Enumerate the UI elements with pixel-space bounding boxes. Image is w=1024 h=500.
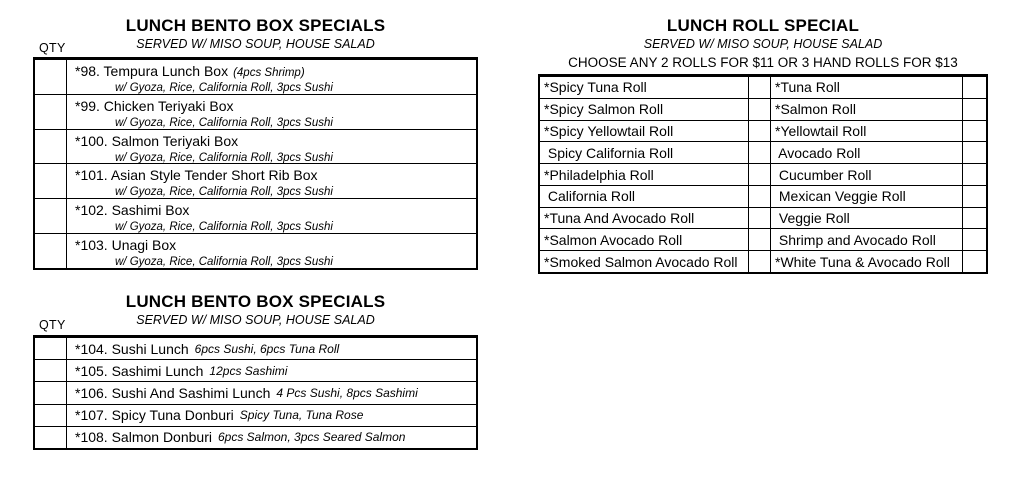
qty-box (963, 121, 986, 142)
qty-box (35, 234, 67, 268)
roll-name-left: California Roll (540, 186, 749, 207)
bento2-item-row (35, 426, 476, 448)
bento-item (67, 382, 476, 403)
roll-name-left: *Spicy Tuna Roll (540, 77, 749, 98)
qty-box (35, 199, 67, 233)
bento-item (67, 234, 476, 268)
bento-item-name-line (75, 202, 472, 220)
qty-box (35, 382, 67, 403)
bento-item-note: 6pcs Sushi, 6pcs Tuna Roll (194, 341, 340, 356)
bento-item-name: *98. Tempura Lunch Box (75, 63, 229, 79)
qty-box (35, 60, 67, 94)
bento-item-name: *103. Unagi Box (75, 237, 177, 254)
bento-item-name: *104. Sushi Lunch (75, 340, 189, 357)
bento-item-name: *108. Salmon Donburi (75, 429, 212, 446)
qty-box (963, 251, 986, 272)
bento-section (33, 0, 478, 500)
qty-box (35, 338, 67, 359)
qty-box (963, 229, 986, 250)
roll-row (540, 207, 986, 229)
roll-name-right: *Salmon Roll (771, 99, 963, 120)
bento-item-description: w/ Gyoza, Rice, California Roll, 3pcs Sushi (115, 186, 333, 199)
roll-name-right: Avocado Roll (771, 142, 963, 163)
qty-box (963, 164, 986, 185)
qty-box (963, 208, 986, 229)
qty-box (749, 77, 771, 98)
bento-item (67, 60, 476, 94)
bento-item (67, 360, 476, 381)
bento-item-note: 4 Pcs Sushi, 8pcs Sashimi (276, 386, 418, 400)
bento2-item-row (35, 404, 476, 426)
roll-name-left: *Salmon Avocado Roll (540, 229, 749, 250)
bento2-item-row (35, 359, 476, 381)
bento-item-name: *106. Sushi And Sashimi Lunch (75, 385, 271, 401)
bento1-item-row (35, 198, 476, 233)
roll-offer-line: CHOOSE ANY 2 ROLLS FOR $11 OR 3 HAND ROLLS FOR $13 (568, 55, 958, 70)
roll-row (540, 98, 986, 120)
bento2-qty-label: QTY (39, 318, 66, 332)
bento-item-name-line (75, 167, 472, 185)
qty-box (35, 164, 67, 198)
roll-name-right: *White Tuna & Avocado Roll (771, 251, 963, 272)
bento1-subtitle: SERVED W/ MISO SOUP, HOUSE SALAD (136, 37, 375, 51)
qty-box (749, 186, 771, 207)
qty-box (749, 229, 771, 250)
bento-item-description: w/ Gyoza, Rice, California Roll, 3pcs Sushi (115, 221, 333, 234)
qty-box (35, 427, 67, 448)
qty-box (963, 142, 986, 163)
roll-name-left: *Spicy Salmon Roll (540, 99, 749, 120)
qty-box (963, 186, 986, 207)
bento-item-name: *107. Spicy Tuna Donburi (75, 407, 234, 424)
bento-item-name-line (75, 133, 472, 151)
bento1-qty-label: QTY (39, 41, 66, 55)
roll-name-right: Shrimp and Avocado Roll (771, 229, 963, 250)
bento-item (67, 427, 476, 448)
roll-name-right: *Tuna Roll (771, 77, 963, 98)
bento1-title: LUNCH BENTO BOX SPECIALS (125, 16, 386, 35)
bento-item-description: w/ Gyoza, Rice, California Roll, 3pcs Sushi (115, 256, 333, 268)
bento1-table (33, 57, 478, 270)
bento1-item-row (35, 129, 476, 164)
qty-box (749, 99, 771, 120)
bento-item (67, 199, 476, 233)
roll-name-left: *Smoked Salmon Avocado Roll (540, 251, 749, 272)
bento-item-description: w/ Gyoza, Rice, California Roll, 3pcs Sushi (115, 151, 333, 164)
qty-box (749, 142, 771, 163)
bento-item (67, 405, 476, 426)
roll-row (540, 141, 986, 163)
roll-name-right: Cucumber Roll (771, 164, 963, 185)
bento2-table (33, 335, 478, 450)
bento-item-note: 12pcs Sashimi (209, 363, 288, 378)
qty-box (749, 251, 771, 272)
bento-item (67, 338, 476, 359)
bento-item-name-line (75, 237, 472, 255)
bento-item-note: Spicy Tuna, Tuna Rose (239, 408, 364, 423)
qty-box (963, 77, 986, 98)
qty-box (749, 208, 771, 229)
bento-item-description: w/ Gyoza, Rice, California Roll, 3pcs Sushi (115, 82, 333, 94)
bento1-item-row (35, 59, 476, 94)
bento2-title: LUNCH BENTO BOX SPECIALS (125, 292, 386, 311)
roll-name-right: Veggie Roll (771, 208, 963, 229)
bento-item-description: w/ Gyoza, Rice, California Roll, 3pcs Sushi (115, 116, 333, 129)
roll-name-right: Mexican Veggie Roll (771, 186, 963, 207)
qty-box (35, 405, 67, 426)
bento-item (67, 130, 476, 164)
bento1-item-row (35, 163, 476, 198)
qty-box (749, 164, 771, 185)
bento-item-name: *101. Asian Style Tender Short Rib Box (75, 167, 318, 184)
roll-table (538, 74, 988, 274)
roll-row (540, 228, 986, 250)
bento-item-name: *102. Sashimi Box (75, 202, 190, 219)
bento1-item-row (35, 94, 476, 129)
bento-item-name-line (75, 63, 472, 81)
bento-item-name: *99. Chicken Teriyaki Box (75, 97, 234, 114)
bento-item (67, 164, 476, 198)
roll-row (540, 120, 986, 142)
bento-item-name: *105. Sashimi Lunch (75, 362, 204, 379)
roll-name-left: *Tuna And Avocado Roll (540, 208, 749, 229)
bento1-item-row (35, 233, 476, 268)
qty-box (963, 99, 986, 120)
bento-item-name: *100. Salmon Teriyaki Box (75, 132, 239, 149)
bento-item (67, 95, 476, 129)
roll-section (538, 0, 988, 500)
qty-box (749, 121, 771, 142)
bento-item-name-line (75, 98, 472, 116)
roll-name-left: *Spicy Yellowtail Roll (540, 121, 749, 142)
roll-row (540, 163, 986, 185)
roll-row (540, 250, 986, 272)
qty-box (35, 360, 67, 381)
roll-row (540, 76, 986, 98)
roll-name-left: Spicy California Roll (540, 142, 749, 163)
qty-box (35, 130, 67, 164)
bento2-item-row (35, 381, 476, 403)
bento2-subtitle: SERVED W/ MISO SOUP, HOUSE SALAD (136, 313, 375, 327)
qty-box (35, 95, 67, 129)
roll-title: LUNCH ROLL SPECIAL (666, 16, 860, 35)
roll-name-left: *Philadelphia Roll (540, 164, 749, 185)
bento-item-name-note: (4pcs Shrimp) (233, 67, 305, 79)
roll-name-right: *Yellowtail Roll (771, 121, 963, 142)
bento2-item-row (35, 337, 476, 359)
roll-subtitle: SERVED W/ MISO SOUP, HOUSE SALAD (643, 37, 883, 51)
roll-row (540, 185, 986, 207)
bento-item-note: 6pcs Salmon, 3pcs Seared Salmon (217, 430, 406, 445)
